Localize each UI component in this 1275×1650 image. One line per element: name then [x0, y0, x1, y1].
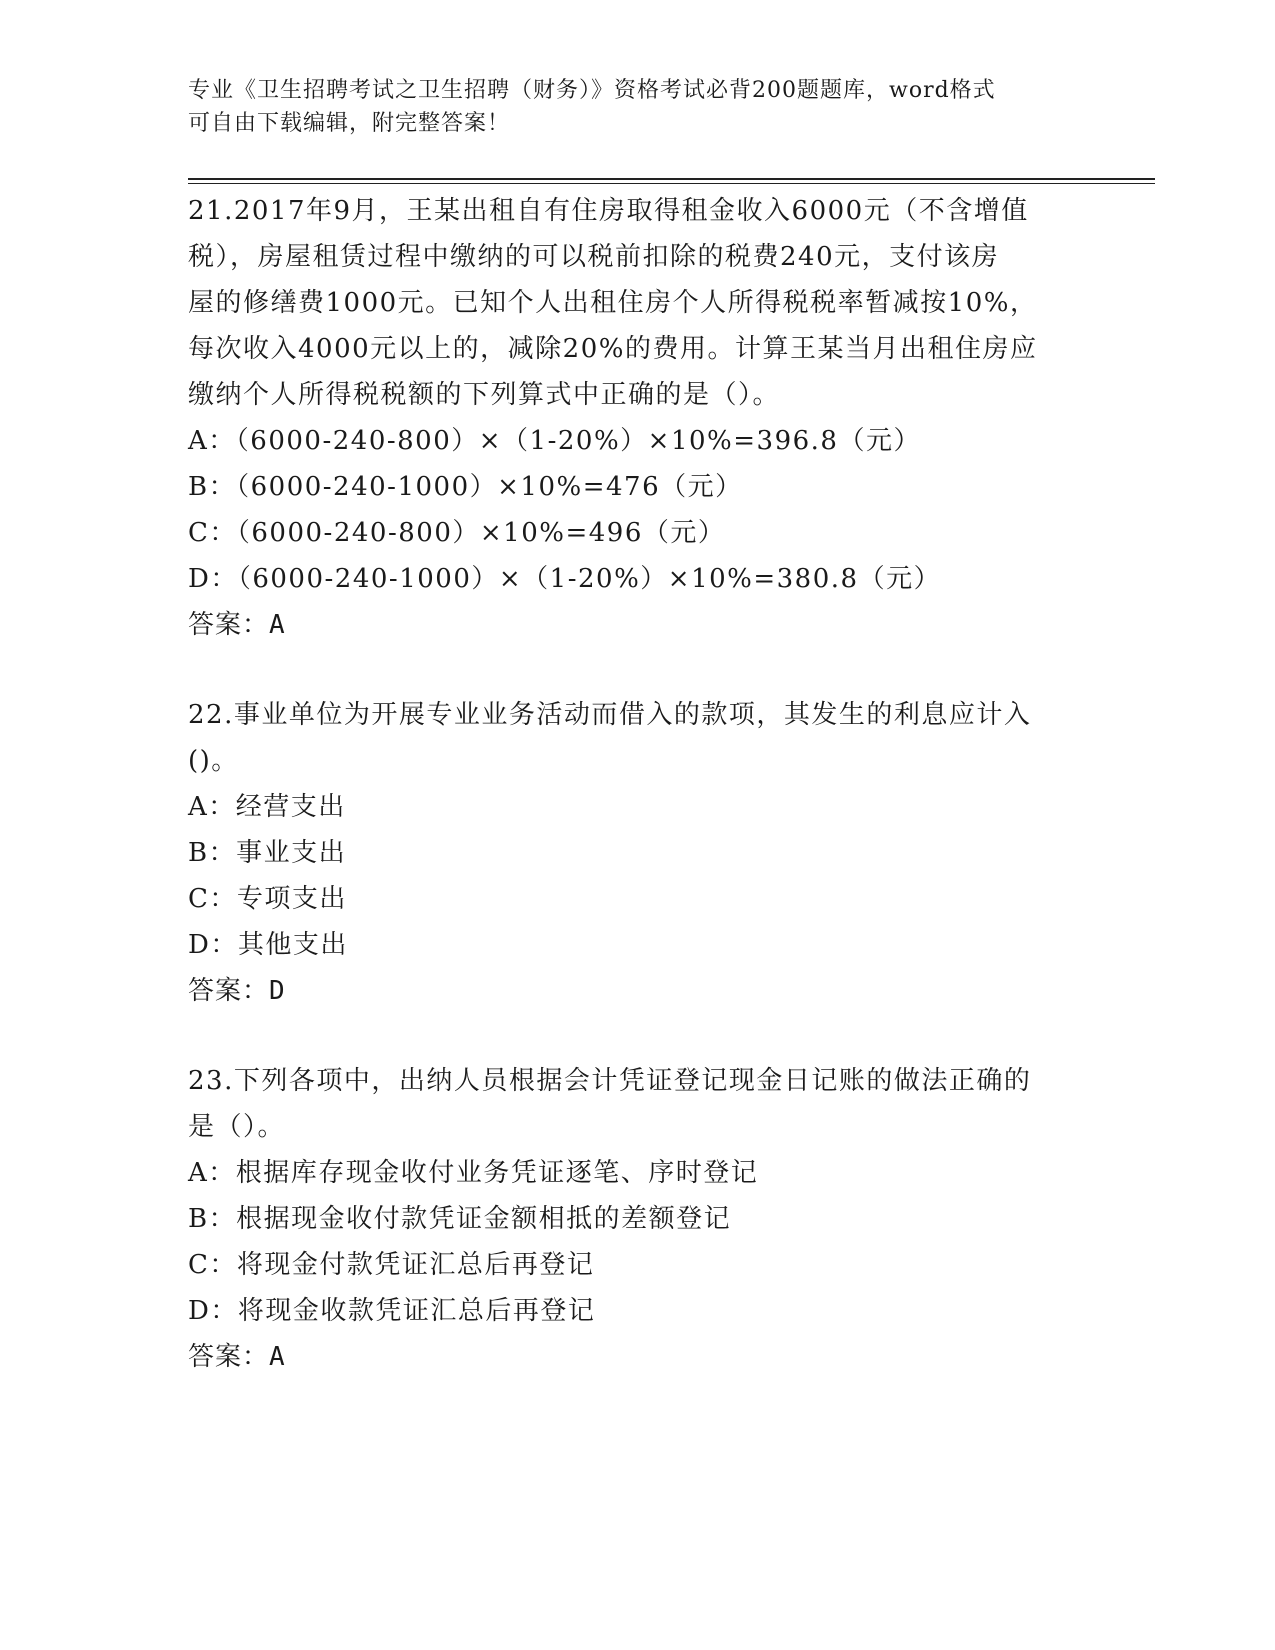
- question-spacer: [188, 1014, 1088, 1058]
- option-a: A：根据库存现金收付业务凭证逐笔、序时登记: [188, 1158, 759, 1188]
- question-21: [188, 188, 1088, 648]
- question-text-line: 每次收入4000元以上的，减除20%的费用。计算王某当月出租住房应: [188, 334, 1038, 364]
- answer-label: 答案：: [188, 976, 270, 1006]
- option-c: C：（6000-240-800）×10%=496（元）: [188, 518, 726, 548]
- question-list: [188, 188, 1088, 1380]
- option-b: B：（6000-240-1000）×10%=476（元）: [188, 472, 743, 502]
- question-text-line: 23.下列各项中，出纳人员根据会计凭证登记现金日记账的做法正确的: [188, 1066, 1032, 1096]
- question-22: [188, 692, 1088, 1014]
- answer-label: 答案：: [188, 1342, 270, 1372]
- option-d: D：将现金收款凭证汇总后再登记: [188, 1296, 596, 1326]
- question-text-line: 21.2017年9月，王某出租自有住房取得租金收入6000元（不含增值: [188, 196, 1029, 226]
- option-c: C：专项支出: [188, 884, 347, 914]
- option-c: C：将现金付款凭证汇总后再登记: [188, 1250, 595, 1280]
- answer-line: [188, 1334, 1088, 1380]
- question-text-line: 22.事业单位为开展专业业务活动而借入的款项，其发生的利息应计入: [188, 700, 1032, 730]
- question-text-line: 是（）。: [188, 1112, 286, 1142]
- option-b: B：事业支出: [188, 838, 347, 868]
- option-a: A：经营支出: [188, 792, 346, 822]
- option-b: B：根据现金收付款凭证金额相抵的差额登记: [188, 1204, 732, 1234]
- answer-value: D: [269, 976, 286, 1006]
- answer-line: [188, 602, 1088, 648]
- question-text-line: 缴纳个人所得税税额的下列算式中正确的是（）。: [188, 380, 781, 410]
- question-23: [188, 1058, 1088, 1380]
- question-text-line: 税），房屋租赁过程中缴纳的可以税前扣除的税费240元，支付该房: [188, 242, 1000, 272]
- answer-line: [188, 968, 1088, 1014]
- option-d: D：（6000-240-1000）×（1-20%）×10%=380.8（元）: [188, 564, 942, 594]
- option-d: D：其他支出: [188, 930, 348, 960]
- option-a: A：（6000-240-800）×（1-20%）×10%=396.8（元）: [188, 426, 921, 456]
- header-line-1: 专业《卫生招聘考试之卫生招聘（财务）》资格考试必背200题题库，word格式: [188, 78, 996, 103]
- header-divider-thin: [188, 183, 1155, 184]
- header-line-2: 可自由下载编辑，附完整答案！: [188, 111, 511, 136]
- answer-value: A: [269, 610, 286, 640]
- question-spacer: [188, 648, 1088, 692]
- document-header: [188, 74, 1068, 140]
- question-text-line: 屋的修缮费1000元。已知个人出租住房个人所得税税率暂减按10%，: [188, 288, 1038, 318]
- question-text-line: ()。: [188, 746, 239, 776]
- header-divider-thick: [188, 178, 1155, 180]
- answer-value: A: [269, 1342, 286, 1372]
- answer-label: 答案：: [188, 610, 270, 640]
